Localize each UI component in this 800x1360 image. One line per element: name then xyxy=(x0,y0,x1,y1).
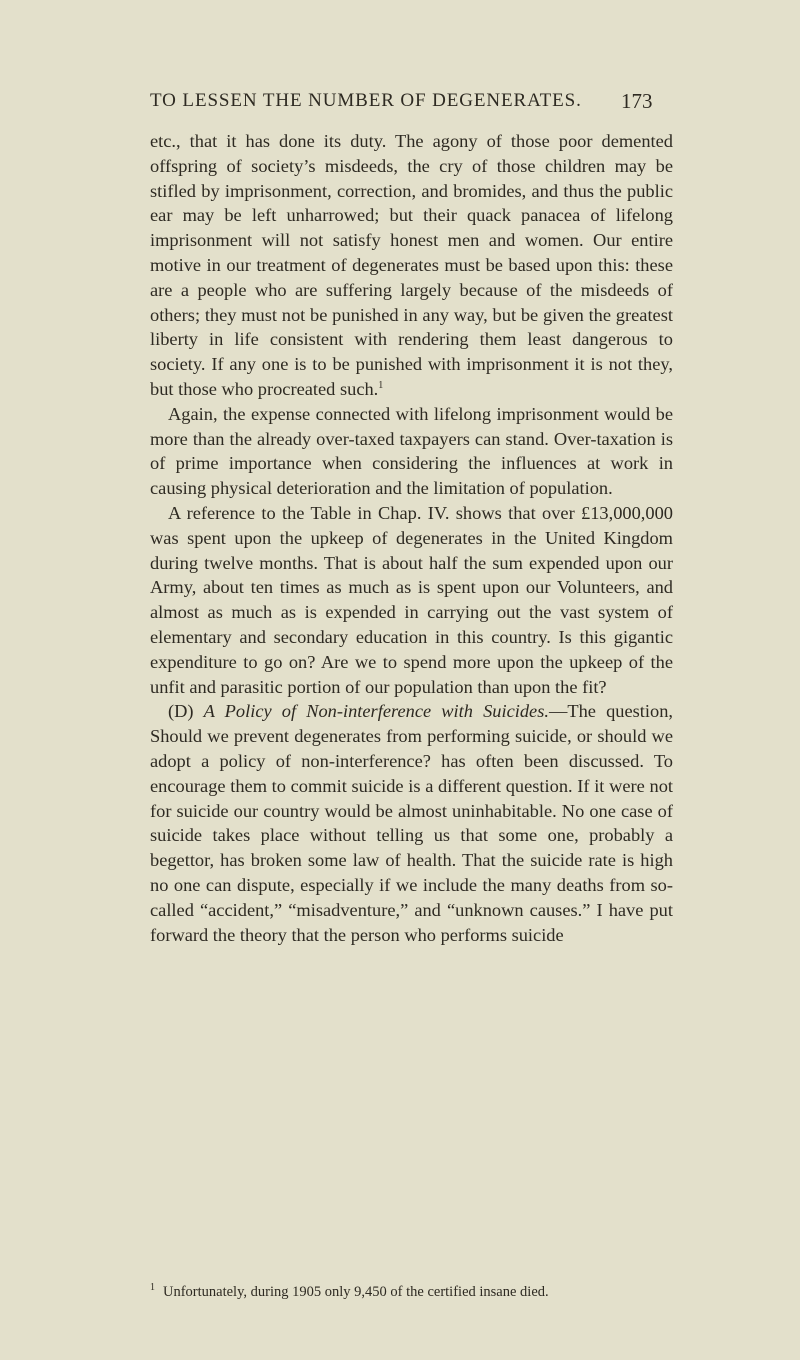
running-head xyxy=(0,90,800,120)
body-text xyxy=(150,129,673,947)
page-number: 173 xyxy=(621,89,653,113)
paragraph-4 xyxy=(150,699,673,947)
section-label: (D) xyxy=(168,701,194,722)
footnote-reference: 1 xyxy=(378,379,384,391)
paragraph-1 xyxy=(150,129,673,402)
paragraph-2: Again, the expense connected with lifelong imprisonment would be more than the already over-taxed taxpayers can stand. Over-taxation is of prime importance when considering the influences at work in causing physical deterioration and the limitation of population. xyxy=(150,403,673,499)
paragraph-4-text: —The question, Should we prevent degenerates from performing suicide, or should we adopt a policy of non-interference? has often been discussed. To encourage them to commit suicide is a different question. If it were not for suicide our country would be almost uninhabitable. No one case of suicide takes place without telling us that some one, probably a begettor, has broken some law of health. That the suicide rate is high no one can dispute, especially if we include the many deaths from so-called “accident,” “misadventure,” and “unknown causes.” I have put forward the theory that the person who performs suicide xyxy=(150,701,673,945)
footnote-mark: 1 xyxy=(150,1282,155,1294)
paragraph-1-text: etc., that it has done its duty. The agony of those poor demented offspring of society’s misdeeds, the cry of those children may be stifled by imprisonment, correction, and bromides, and thus the public ear may be left unharrowed; but their quack panacea of lifelong imprisonment will not satisfy honest men and women. Our entire motive in our treatment of degenerates must be based upon this: these are a people who are suffering largely because of the misdeeds of others; they must not be punished in any way, but be given the greatest liberty in life consistent with rendering them least dangerous to society. If any one is to be punished with imprisonment it is not they, but those who procreated such. xyxy=(150,131,673,399)
footnote xyxy=(150,1283,690,1301)
running-head-title: TO LESSEN THE NUMBER OF DEGENERATES. xyxy=(150,90,582,111)
paragraph-3: A reference to the Table in Chap. IV. shows that over £13,000,000 was spent upon the upkeep of degenerates in the United Kingdom during twelve months. That is about half the sum expended upon our Army, about ten times as much as is spent upon our Volunteers, and almost as much as is expended in carrying out the vast system of elementary and secondary education in this country. Is this gigantic expenditure to go on? Are we to spend more upon the upkeep of the unfit and parasitic portion of our population than upon the fit? xyxy=(150,502,673,697)
footnote-text: Unfortunately, during 1905 only 9,450 of the certified insane died. xyxy=(163,1284,549,1300)
section-heading: A Policy of Non-interference with Suicides. xyxy=(203,701,549,722)
